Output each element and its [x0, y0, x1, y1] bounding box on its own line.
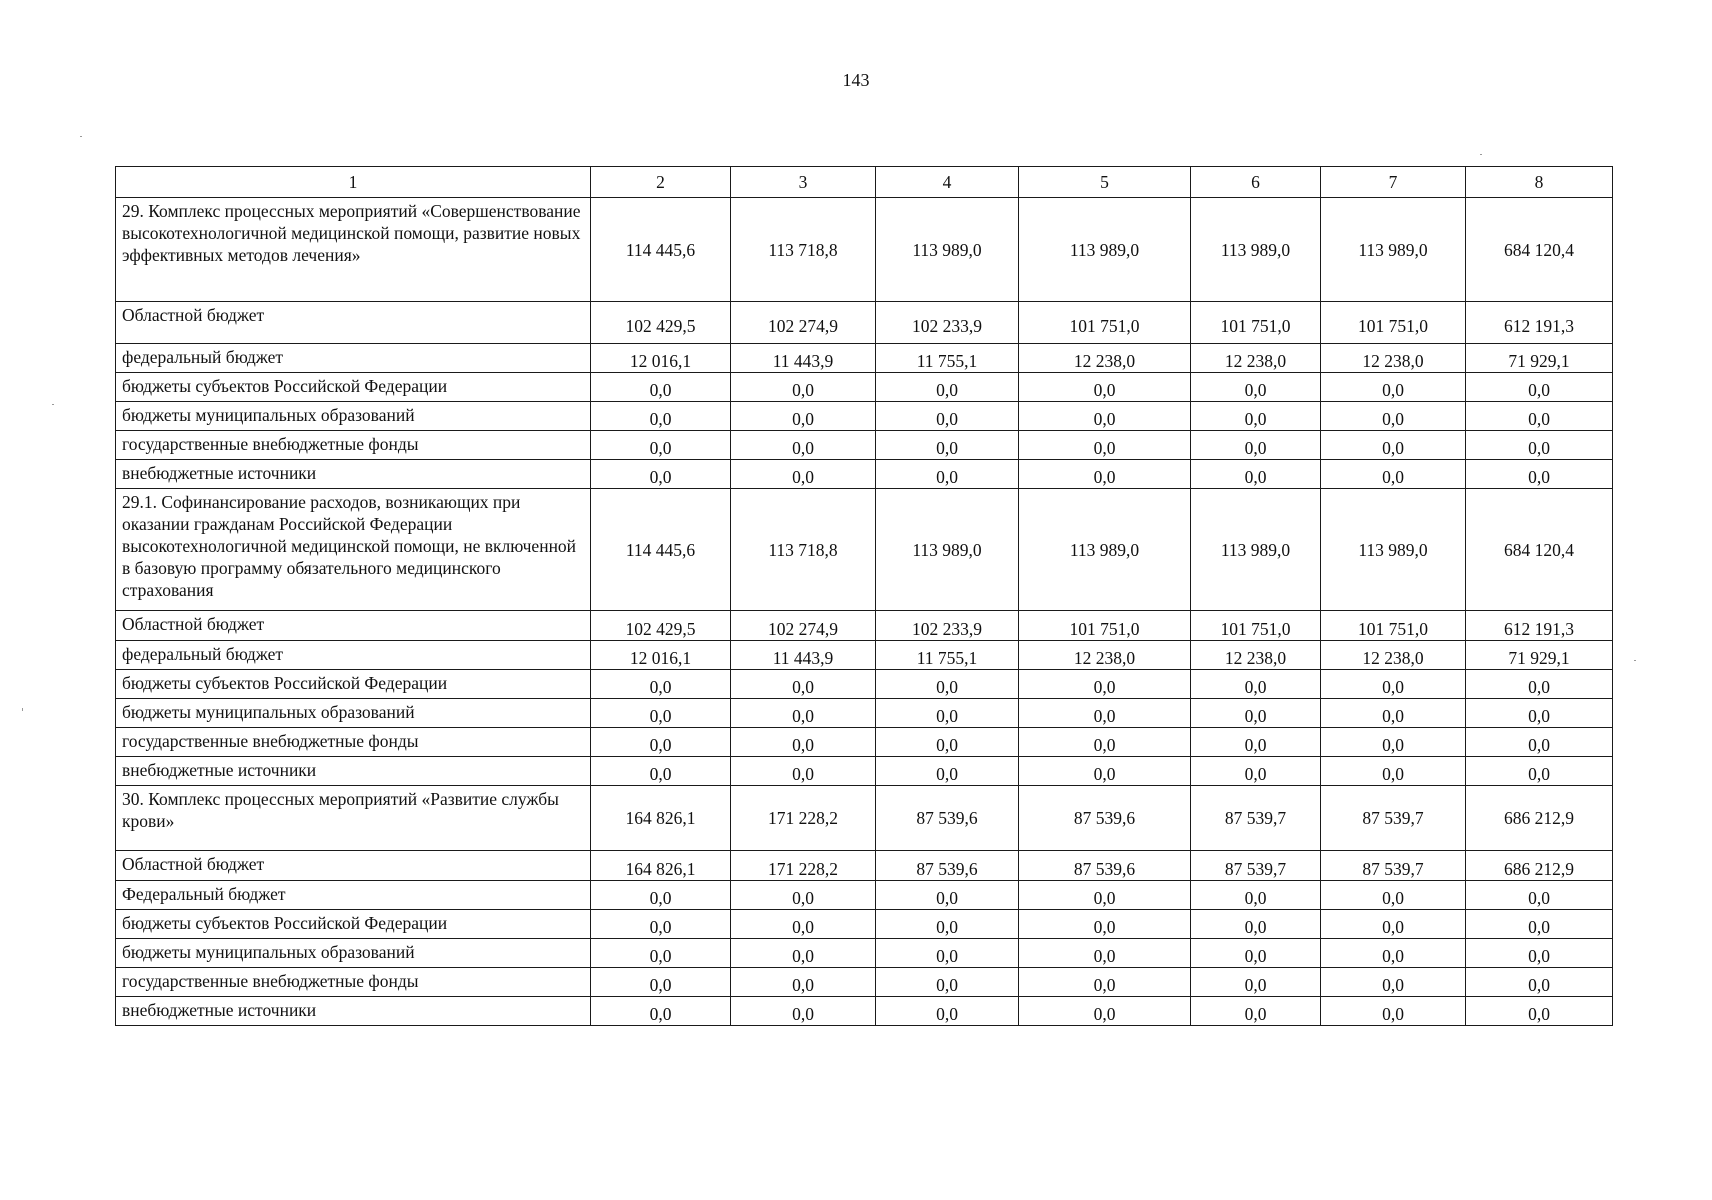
value-cell: 0,0 — [731, 968, 876, 997]
value-cell: 0,0 — [591, 431, 731, 460]
row-label: бюджеты субъектов Российской Федерации — [116, 910, 591, 939]
row-label: бюджеты муниципальных образований — [116, 699, 591, 728]
value-cell: 0,0 — [731, 460, 876, 489]
row-label: Областной бюджет — [116, 302, 591, 344]
scan-mark — [52, 404, 54, 405]
value-cell: 0,0 — [876, 431, 1019, 460]
value-cell: 12 238,0 — [1019, 344, 1191, 373]
value-cell: 0,0 — [591, 881, 731, 910]
table-row — [116, 939, 1613, 968]
value-cell: 87 539,7 — [1321, 786, 1466, 851]
value-cell: 0,0 — [1321, 728, 1466, 757]
value-cell: 87 539,7 — [1191, 786, 1321, 851]
value-cell: 0,0 — [1191, 939, 1321, 968]
scan-mark — [1634, 660, 1636, 661]
table-row — [116, 641, 1613, 670]
value-cell: 87 539,6 — [1019, 786, 1191, 851]
value-cell: 11 755,1 — [876, 344, 1019, 373]
table-row — [116, 910, 1613, 939]
value-cell: 0,0 — [1191, 431, 1321, 460]
row-label: Областной бюджет — [116, 851, 591, 881]
row-label: внебюджетные источники — [116, 757, 591, 786]
table-row — [116, 302, 1613, 344]
column-header: 6 — [1191, 167, 1321, 198]
row-label: государственные внебюджетные фонды — [116, 728, 591, 757]
table-row — [116, 670, 1613, 699]
column-header: 1 — [116, 167, 591, 198]
value-cell: 0,0 — [1321, 670, 1466, 699]
value-cell: 0,0 — [731, 881, 876, 910]
value-cell: 0,0 — [1466, 460, 1613, 489]
value-cell: 113 718,8 — [731, 198, 876, 302]
table-row — [116, 968, 1613, 997]
value-cell: 11 755,1 — [876, 641, 1019, 670]
row-label: бюджеты субъектов Российской Федерации — [116, 373, 591, 402]
value-cell: 0,0 — [1191, 728, 1321, 757]
value-cell: 0,0 — [1321, 402, 1466, 431]
value-cell: 0,0 — [876, 460, 1019, 489]
value-cell: 101 751,0 — [1019, 302, 1191, 344]
value-cell: 0,0 — [731, 939, 876, 968]
value-cell: 0,0 — [731, 431, 876, 460]
value-cell: 113 989,0 — [1321, 198, 1466, 302]
value-cell: 113 989,0 — [1321, 489, 1466, 611]
value-cell: 0,0 — [591, 939, 731, 968]
value-cell: 87 539,7 — [1321, 851, 1466, 881]
table-row — [116, 851, 1613, 881]
value-cell: 0,0 — [1191, 699, 1321, 728]
value-cell: 0,0 — [1466, 757, 1613, 786]
value-cell: 0,0 — [1466, 939, 1613, 968]
value-cell: 102 429,5 — [591, 302, 731, 344]
value-cell: 113 718,8 — [731, 489, 876, 611]
value-cell: 686 212,9 — [1466, 851, 1613, 881]
table-row — [116, 728, 1613, 757]
value-cell: 71 929,1 — [1466, 344, 1613, 373]
value-cell: 0,0 — [1019, 699, 1191, 728]
row-label: 29. Комплекс процессных мероприятий «Совершенствование высокотехнологичной медицинской помощи, развитие новых эффективных методов лечения» — [116, 198, 591, 302]
value-cell: 612 191,3 — [1466, 611, 1613, 641]
row-label: государственные внебюджетные фонды — [116, 431, 591, 460]
value-cell: 0,0 — [876, 699, 1019, 728]
value-cell: 0,0 — [1019, 728, 1191, 757]
row-label: 30. Комплекс процессных мероприятий «Развитие службы крови» — [116, 786, 591, 851]
row-label: бюджеты субъектов Российской Федерации — [116, 670, 591, 699]
value-cell: 684 120,4 — [1466, 489, 1613, 611]
value-cell: 0,0 — [591, 402, 731, 431]
row-label: федеральный бюджет — [116, 641, 591, 670]
value-cell: 0,0 — [591, 997, 731, 1026]
value-cell: 102 274,9 — [731, 611, 876, 641]
table-row — [116, 460, 1613, 489]
table-row — [116, 881, 1613, 910]
value-cell: 102 274,9 — [731, 302, 876, 344]
value-cell: 113 989,0 — [1019, 198, 1191, 302]
value-cell: 71 929,1 — [1466, 641, 1613, 670]
value-cell: 0,0 — [591, 373, 731, 402]
value-cell: 12 238,0 — [1191, 344, 1321, 373]
value-cell: 87 539,6 — [1019, 851, 1191, 881]
budget-table — [115, 166, 1613, 1026]
value-cell: 0,0 — [1321, 939, 1466, 968]
value-cell: 171 228,2 — [731, 851, 876, 881]
value-cell: 0,0 — [1466, 670, 1613, 699]
value-cell: 0,0 — [1466, 997, 1613, 1026]
value-cell: 0,0 — [876, 968, 1019, 997]
value-cell: 0,0 — [1191, 402, 1321, 431]
value-cell: 12 016,1 — [591, 641, 731, 670]
value-cell: 0,0 — [876, 997, 1019, 1026]
value-cell: 0,0 — [1191, 670, 1321, 699]
value-cell: 0,0 — [876, 910, 1019, 939]
scan-mark — [22, 708, 23, 711]
value-cell: 0,0 — [1019, 757, 1191, 786]
value-cell: 113 989,0 — [876, 489, 1019, 611]
value-cell: 0,0 — [1466, 431, 1613, 460]
table-row — [116, 373, 1613, 402]
value-cell: 0,0 — [1191, 910, 1321, 939]
value-cell: 0,0 — [876, 373, 1019, 402]
value-cell: 0,0 — [731, 699, 876, 728]
value-cell: 0,0 — [1321, 968, 1466, 997]
value-cell: 12 238,0 — [1321, 641, 1466, 670]
row-label: бюджеты муниципальных образований — [116, 939, 591, 968]
column-header: 3 — [731, 167, 876, 198]
value-cell: 102 429,5 — [591, 611, 731, 641]
row-label: Областной бюджет — [116, 611, 591, 641]
value-cell: 0,0 — [1466, 402, 1613, 431]
row-label: внебюджетные источники — [116, 997, 591, 1026]
value-cell: 0,0 — [1321, 910, 1466, 939]
value-cell: 0,0 — [1019, 373, 1191, 402]
value-cell: 11 443,9 — [731, 344, 876, 373]
table-row — [116, 786, 1613, 851]
value-cell: 0,0 — [1019, 997, 1191, 1026]
value-cell: 114 445,6 — [591, 489, 731, 611]
value-cell: 113 989,0 — [1191, 489, 1321, 611]
page-number: 143 — [842, 70, 870, 90]
value-cell: 0,0 — [1019, 968, 1191, 997]
value-cell: 0,0 — [1466, 373, 1613, 402]
value-cell: 684 120,4 — [1466, 198, 1613, 302]
value-cell: 87 539,7 — [1191, 851, 1321, 881]
table-row — [116, 757, 1613, 786]
value-cell: 0,0 — [1019, 431, 1191, 460]
value-cell: 0,0 — [591, 968, 731, 997]
value-cell: 12 238,0 — [1321, 344, 1466, 373]
value-cell: 0,0 — [876, 939, 1019, 968]
table-row — [116, 611, 1613, 641]
scan-mark — [80, 136, 82, 137]
value-cell: 101 751,0 — [1321, 611, 1466, 641]
header-row — [116, 167, 1613, 198]
column-header: 5 — [1019, 167, 1191, 198]
value-cell: 0,0 — [1321, 757, 1466, 786]
value-cell: 0,0 — [1191, 968, 1321, 997]
value-cell: 0,0 — [876, 881, 1019, 910]
row-label: бюджеты муниципальных образований — [116, 402, 591, 431]
value-cell: 12 238,0 — [1019, 641, 1191, 670]
value-cell: 12 016,1 — [591, 344, 731, 373]
value-cell: 0,0 — [1466, 881, 1613, 910]
table-row — [116, 431, 1613, 460]
value-cell: 101 751,0 — [1191, 302, 1321, 344]
value-cell: 0,0 — [1191, 460, 1321, 489]
value-cell: 0,0 — [1466, 968, 1613, 997]
value-cell: 87 539,6 — [876, 786, 1019, 851]
row-label: федеральный бюджет — [116, 344, 591, 373]
value-cell: 0,0 — [1191, 881, 1321, 910]
row-label: Федеральный бюджет — [116, 881, 591, 910]
value-cell: 11 443,9 — [731, 641, 876, 670]
value-cell: 0,0 — [876, 757, 1019, 786]
row-label: 29.1. Софинансирование расходов, возникающих при оказании гражданам Российской Федерации высокотехнологичной медицинской помощи, не включенной в базовую программу обязательного медицинского страхования — [116, 489, 591, 611]
value-cell: 113 989,0 — [1019, 489, 1191, 611]
value-cell: 0,0 — [1191, 373, 1321, 402]
scan-mark — [1480, 154, 1482, 155]
value-cell: 0,0 — [1191, 757, 1321, 786]
value-cell: 171 228,2 — [731, 786, 876, 851]
value-cell: 87 539,6 — [876, 851, 1019, 881]
value-cell: 101 751,0 — [1019, 611, 1191, 641]
value-cell: 101 751,0 — [1321, 302, 1466, 344]
value-cell: 113 989,0 — [1191, 198, 1321, 302]
column-header: 2 — [591, 167, 731, 198]
value-cell: 0,0 — [1019, 402, 1191, 431]
value-cell: 686 212,9 — [1466, 786, 1613, 851]
value-cell: 0,0 — [731, 728, 876, 757]
value-cell: 0,0 — [1191, 997, 1321, 1026]
value-cell: 0,0 — [1321, 460, 1466, 489]
table-row — [116, 344, 1613, 373]
value-cell: 0,0 — [1321, 997, 1466, 1026]
table-row — [116, 198, 1613, 302]
value-cell: 0,0 — [876, 728, 1019, 757]
value-cell: 0,0 — [1019, 670, 1191, 699]
value-cell: 0,0 — [1019, 910, 1191, 939]
row-label: внебюджетные источники — [116, 460, 591, 489]
column-header: 4 — [876, 167, 1019, 198]
value-cell: 0,0 — [731, 373, 876, 402]
value-cell: 0,0 — [591, 728, 731, 757]
table-row — [116, 699, 1613, 728]
value-cell: 0,0 — [731, 402, 876, 431]
value-cell: 102 233,9 — [876, 611, 1019, 641]
column-header: 8 — [1466, 167, 1613, 198]
value-cell: 0,0 — [876, 670, 1019, 699]
table-row — [116, 997, 1613, 1026]
value-cell: 0,0 — [591, 757, 731, 786]
value-cell: 0,0 — [731, 757, 876, 786]
value-cell: 0,0 — [1321, 431, 1466, 460]
value-cell: 0,0 — [1019, 460, 1191, 489]
value-cell: 101 751,0 — [1191, 611, 1321, 641]
value-cell: 164 826,1 — [591, 786, 731, 851]
value-cell: 0,0 — [1019, 881, 1191, 910]
table-row — [116, 489, 1613, 611]
value-cell: 0,0 — [731, 910, 876, 939]
value-cell: 0,0 — [731, 997, 876, 1026]
value-cell: 12 238,0 — [1191, 641, 1321, 670]
value-cell: 0,0 — [591, 670, 731, 699]
table-row — [116, 402, 1613, 431]
value-cell: 102 233,9 — [876, 302, 1019, 344]
value-cell: 0,0 — [1321, 699, 1466, 728]
value-cell: 0,0 — [1466, 699, 1613, 728]
value-cell: 0,0 — [1321, 373, 1466, 402]
value-cell: 113 989,0 — [876, 198, 1019, 302]
value-cell: 114 445,6 — [591, 198, 731, 302]
value-cell: 0,0 — [1321, 881, 1466, 910]
value-cell: 0,0 — [591, 460, 731, 489]
value-cell: 0,0 — [731, 670, 876, 699]
value-cell: 0,0 — [1466, 910, 1613, 939]
value-cell: 164 826,1 — [591, 851, 731, 881]
value-cell: 0,0 — [1019, 939, 1191, 968]
row-label: государственные внебюджетные фонды — [116, 968, 591, 997]
column-header: 7 — [1321, 167, 1466, 198]
value-cell: 0,0 — [876, 402, 1019, 431]
value-cell: 0,0 — [591, 699, 731, 728]
value-cell: 0,0 — [591, 910, 731, 939]
value-cell: 612 191,3 — [1466, 302, 1613, 344]
value-cell: 0,0 — [1466, 728, 1613, 757]
